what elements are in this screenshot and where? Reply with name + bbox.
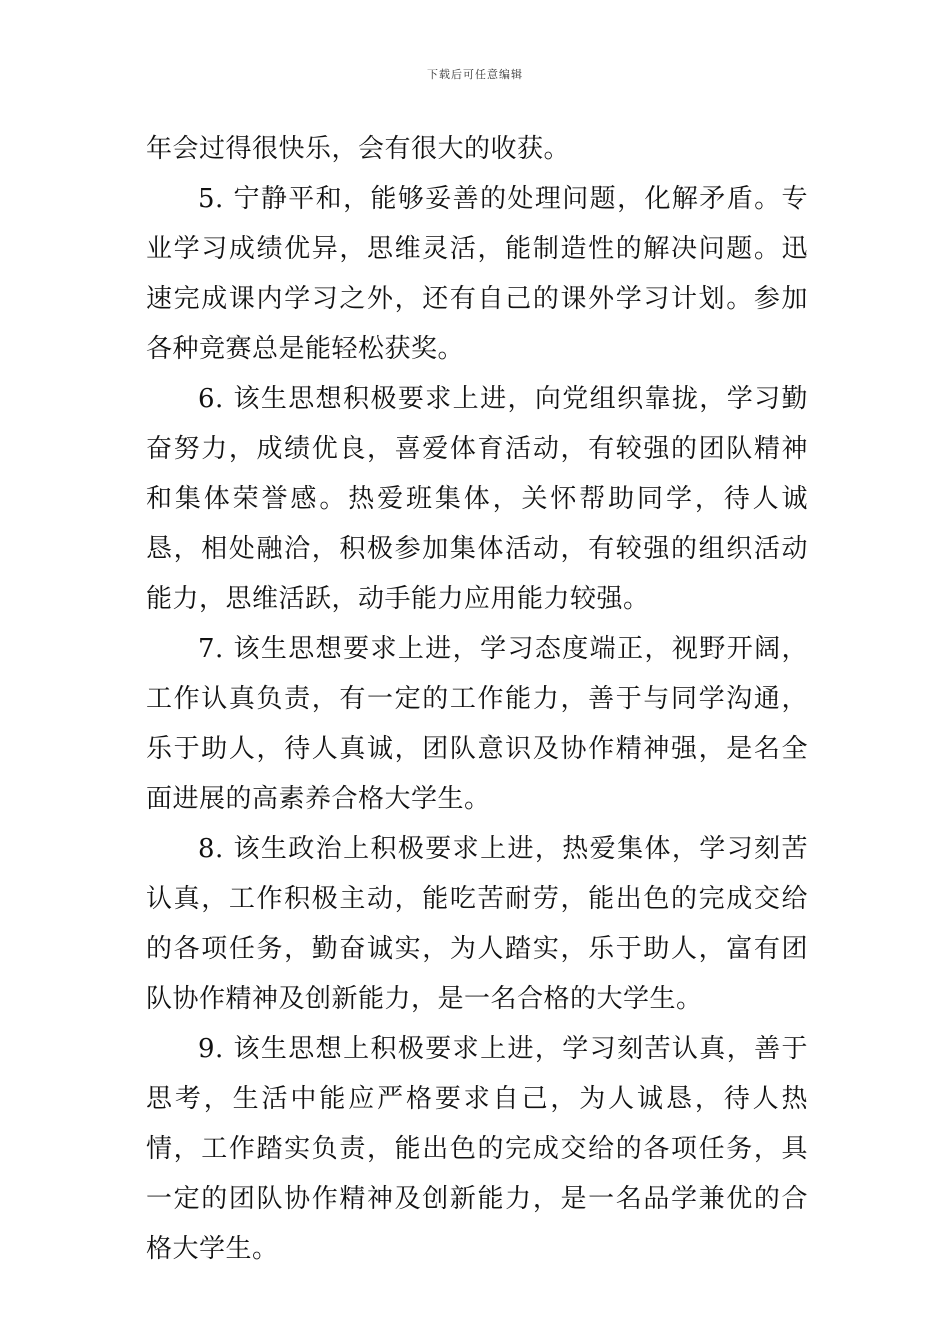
paragraph-item-9: 9. 该生思想上积极要求上进，学习刻苦认真，善于思考，生活中能应严格要求自己，为人诚恳，待人热情，工作踏实负责，能出色的完成交给的各项任务，具一定的团队协作精神及创新能力，是一名品学兼优的合格大学生。	[146, 1034, 808, 1264]
page-header: 下载后可任意编辑	[427, 68, 523, 81]
paragraph-item-6: 6. 该生思想积极要求上进，向党组织靠拢，学习勤奋努力，成绩优良，喜爱体育活动，有较强的团队精神和集体荣誉感。热爱班集体，关怀帮助同学，待人诚恳，相处融洽，积极参加集体活动，有较强的组织活动能力，思维活跃，动手能力应用能力较强。	[146, 384, 808, 614]
paragraph-item-8: 8. 该生政治上积极要求上进，热爱集体，学习刻苦认真，工作积极主动，能吃苦耐劳，能出色的完成交给的各项任务，勤奋诚实，为人踏实，乐于助人，富有团队协作精神及创新能力，是一名合格的大学生。	[146, 834, 808, 1014]
paragraph-item-5: 5. 宁静平和，能够妥善的处理问题，化解矛盾。专业学习成绩优异，思维灵活，能制造性的解决问题。迅速完成课内学习之外，还有自己的课外学习计划。参加各种竞赛总是能轻松获奖。	[146, 184, 808, 364]
document-body	[146, 124, 808, 1274]
paragraph-continuation: 年会过得很快乐，会有很大的收获。	[146, 134, 571, 164]
paragraph-item-7: 7. 该生思想要求上进，学习态度端正，视野开阔，工作认真负责，有一定的工作能力，善于与同学沟通，乐于助人，待人真诚，团队意识及协作精神强，是名全面进展的高素养合格大学生。	[146, 634, 808, 814]
